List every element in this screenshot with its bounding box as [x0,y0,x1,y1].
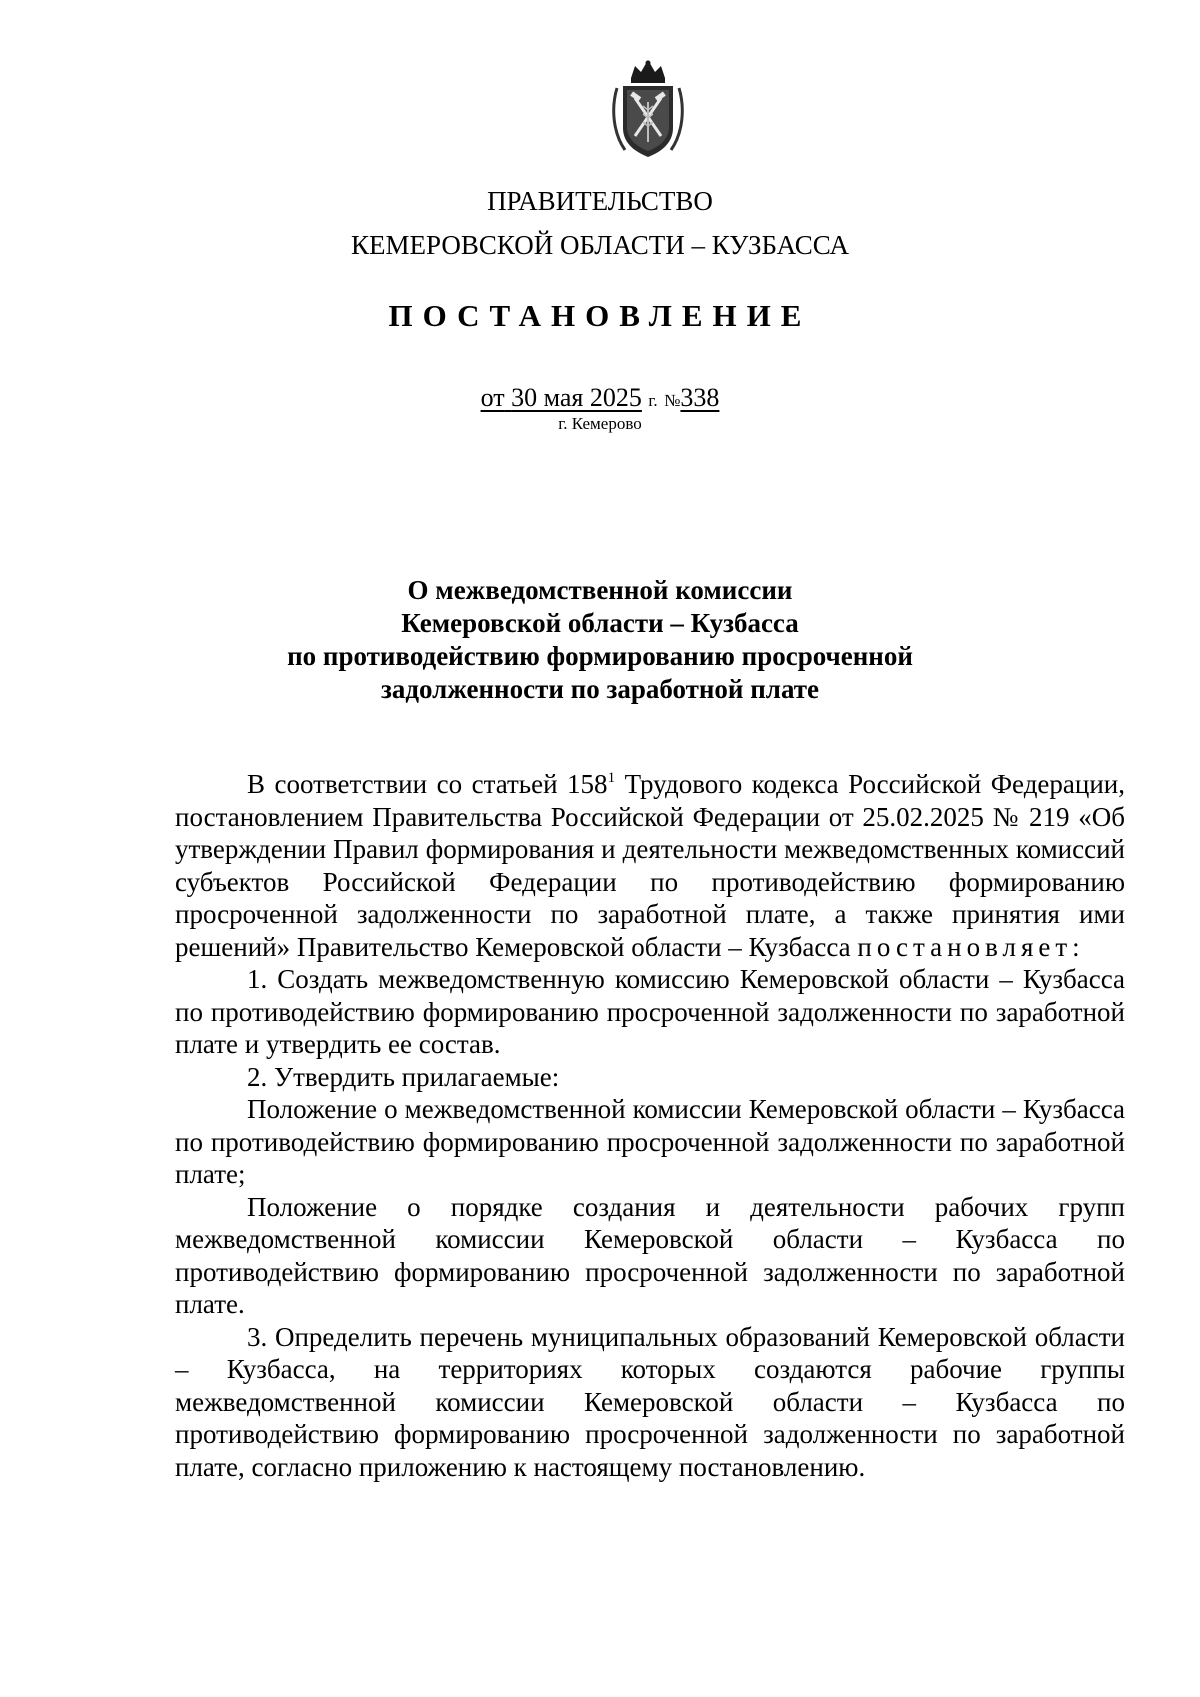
year-suffix: г. [648,391,658,410]
body-paragraph: 3. Определить перечень муниципальных образований Кемеровской области – Кузбасса, на территориях которых создаются рабочие группы межведомственной комиссии Кемеровской области – Кузбасса по противодействию формированию просроченной задолженности по заработной плате, согласно приложению к настоящему постановлению. [175,1321,1125,1482]
date-prefix: от [480,383,505,412]
document-title [0,574,1200,706]
coat-of-arms-emblem [609,58,687,160]
body-paragraph: Положение о порядке создания и деятельности рабочих групп межведомственной комиссии Кемеровской области – Кузбасса по противодействию формированию просроченной задолженности по заработной плате. [175,1191,1125,1319]
title-line: Кемеровской области – Кузбасса [401,608,799,638]
body-paragraph: 1. Создать межведомственную комиссию Кемеровской области – Кузбасса по противодействию формированию просроченной задолженности по заработной плате и утвердить ее состав. [175,964,1125,1059]
issuer-line-1: ПРАВИТЕЛЬСТВО [487,186,713,216]
document-date: 30 мая 2025 [511,383,642,412]
number-sign: № [664,391,681,410]
decree-word: постановляет [857,931,1073,962]
preamble-paragraph: В соответствии со статьей $158^1$ Трудового кодекса Российской Федерации, постановлением Правительства Российской Федерации от 25.02.2025 № 219 «Об утверждении Правил формирования и деятельности межведомственных комиссий субъектов Российской Федерации по противодействию формированию просроченной задолженности по заработной плате, а также принятия ими решений» Правительство Кемеровской области – Кузбасса постановляет: [175,769,1125,962]
body-paragraph: Положение о межведомственной комиссии Кемеровской области – Кузбасса по противодействию формированию просроченной задолженности по заработной плате; [175,1094,1125,1189]
article-superscript: 1 [607,770,616,786]
document-number: 338 [680,383,720,412]
issuer-line-2: КЕМЕРОВСКОЙ ОБЛАСТИ – КУЗБАССА [351,230,849,260]
document-type: ПОСТАНОВЛЕНИЕ [388,298,812,333]
document-body [175,768,1125,1483]
city-label: г. Кемерово [558,414,642,433]
title-line: О межведомственной комиссии [407,575,793,605]
title-line: задолженности по заработной плате [380,674,819,704]
body-paragraph: 2. Утвердить прилагаемые: [247,1061,560,1092]
title-line: по противодействию формированию просроченной [287,641,913,671]
date-number-line [0,383,1200,416]
